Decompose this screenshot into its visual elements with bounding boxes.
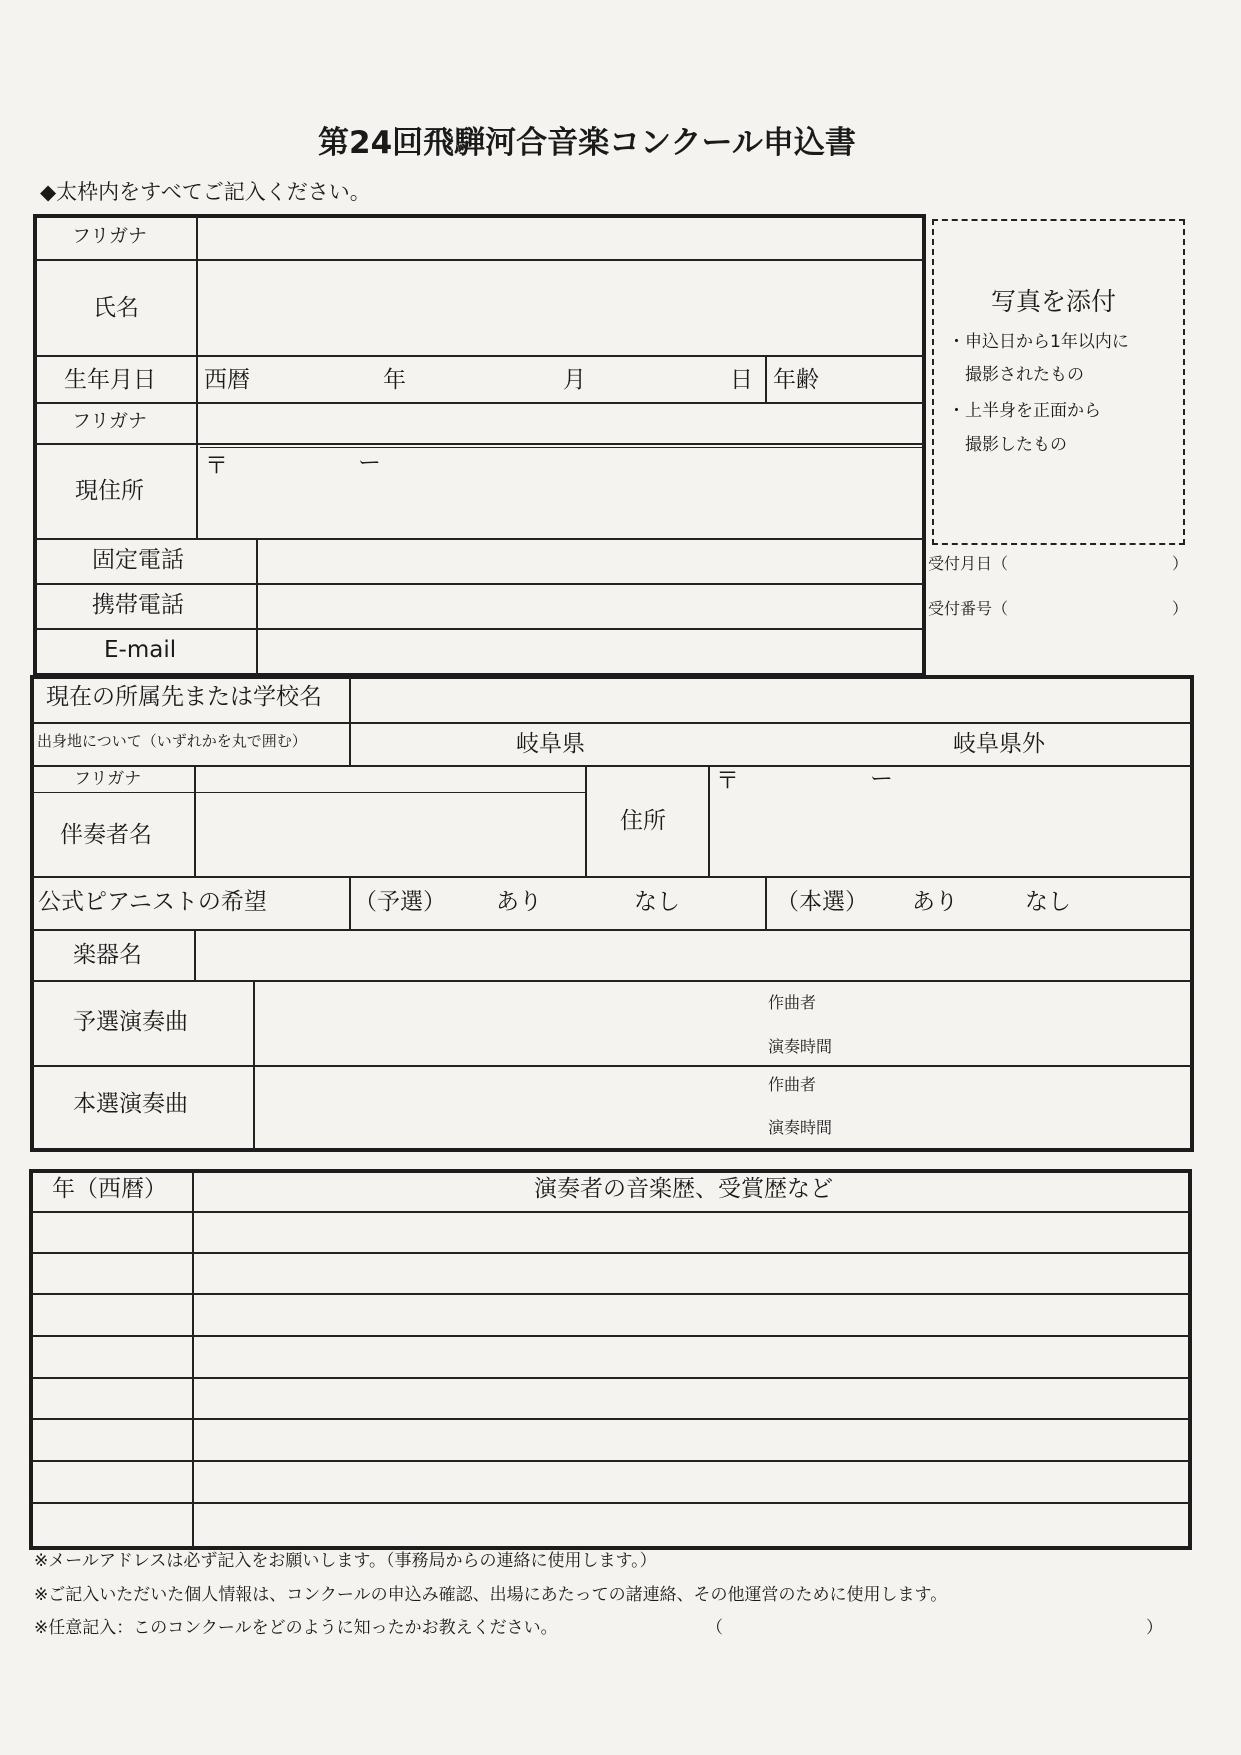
landline-label: 固定電話 [92,547,184,573]
landline-field[interactable] [259,541,921,581]
history-description-header: 演奏者の音楽歴、受賞歴など [534,1176,833,1202]
history-description-cell[interactable] [196,1295,1188,1334]
received-date-label: 受付月日（ [928,554,1009,573]
instrument-label: 楽器名 [73,942,142,968]
prelim-pianist-label: （予選） [354,889,446,915]
received-number-label: 受付番号（ [928,599,1009,618]
prelim-pianist-yes[interactable]: あり [496,889,542,915]
history-description-cell[interactable] [196,1462,1188,1501]
prelim-piece-label: 予選演奏曲 [73,1009,188,1035]
birthdate-label: 生年月日 [64,367,156,393]
accompanist-furigana-label: フリガナ [74,769,142,789]
note-privacy: ※ご記入いただいた個人情報は、コンクールの申込み確認、出場にあたっての諸連絡、その他運営のために使用します。 [34,1585,948,1605]
final-pianist-label: （本選） [776,889,868,915]
applicant-furigana-label: フリガナ [72,225,148,247]
school-label: 現在の所属先または学校名 [46,684,322,710]
final-pianist-yes[interactable]: あり [912,889,958,915]
received-date-close: ） [1172,554,1189,573]
note-optional-close-paren: ） [1146,1618,1163,1638]
mobile-label: 携帯電話 [92,592,184,618]
postal-mark: 〒 [205,453,228,479]
final-piece-field[interactable] [256,1067,756,1148]
history-year-cell[interactable] [33,1213,190,1251]
form-title: 第24回飛騨河合音楽コンクール申込書 [318,125,856,161]
postal-code-field[interactable] [230,449,630,479]
history-description-cell[interactable] [196,1420,1188,1459]
birth-year-field[interactable] [258,359,378,399]
postal-dash: ー [358,450,381,476]
photo-note-4: 撮影したもの [965,435,1067,455]
address-furigana-field[interactable] [199,404,921,441]
prelim-duration-label: 演奏時間 [768,1037,833,1056]
accompanist-furigana-field[interactable] [197,767,583,791]
accompanist-name-field[interactable] [197,795,583,874]
history-description-cell[interactable] [196,1213,1188,1251]
prelim-composer-label: 作曲者 [768,993,817,1012]
received-number-close: ） [1172,599,1189,618]
accompanist-name-label: 伴奏者名 [60,822,152,848]
accompanist-address-field[interactable] [711,767,1188,874]
note-optional-open-paren: （ [706,1618,723,1638]
age-label: 年齢 [773,367,819,393]
birth-day-unit: 日 [730,367,753,393]
accompanist-postal-mark: 〒 [716,768,739,794]
final-composer-field[interactable] [830,1068,1188,1102]
history-year-cell[interactable] [33,1379,190,1417]
school-field[interactable] [352,678,1188,720]
instrument-field[interactable] [197,931,1188,978]
mobile-field[interactable] [259,586,921,626]
history-year-header: 年（西暦） [52,1176,167,1202]
photo-note-1: ・申込日から1年以内に [948,332,1129,352]
email-label: E-mail [104,637,177,663]
final-duration-field[interactable] [850,1110,1188,1144]
age-field[interactable] [835,359,921,399]
history-description-cell[interactable] [196,1504,1188,1547]
prelim-piece-field[interactable] [256,982,756,1063]
birth-era-label: 西暦 [204,367,250,393]
accompanist-postal-dash: ー [870,766,893,792]
birth-month-unit: 月 [563,367,586,393]
official-pianist-label: 公式ピアニストの希望 [38,889,267,915]
note-email: ※メールアドレスは必ず記入をお願いします。（事務局からの連絡に使用します。） [34,1551,657,1571]
birth-day-field[interactable] [590,359,726,399]
prelim-composer-field[interactable] [830,985,1188,1019]
history-year-cell[interactable] [33,1462,190,1501]
origin-option-gifu[interactable]: 岐阜県 [516,731,585,757]
photo-note-3: ・上半身を正面から [948,401,1101,421]
final-composer-label: 作曲者 [768,1075,817,1094]
photo-note-2: 撮影されたもの [965,365,1084,385]
address-furigana-label: フリガナ [72,410,148,432]
birth-month-field[interactable] [410,359,558,399]
accompanist-address-label: 住所 [620,808,666,834]
final-duration-label: 演奏時間 [768,1118,833,1137]
history-year-cell[interactable] [33,1420,190,1459]
history-description-cell[interactable] [196,1379,1188,1417]
prelim-pianist-no[interactable]: なし [634,889,680,915]
history-description-cell[interactable] [196,1337,1188,1376]
how-did-you-know-field[interactable] [724,1614,1144,1642]
prelim-duration-field[interactable] [850,1028,1188,1062]
address-field[interactable] [199,482,921,536]
final-piece-label: 本選演奏曲 [73,1091,188,1117]
applicant-name-field[interactable] [199,261,921,353]
history-description-cell[interactable] [196,1254,1188,1292]
history-year-cell[interactable] [33,1254,190,1292]
applicant-name-label: 氏名 [93,295,139,321]
history-year-cell[interactable] [33,1295,190,1334]
birth-year-unit: 年 [383,367,406,393]
origin-label: 出身地について（いずれかを丸で囲む） [37,732,307,750]
applicant-furigana-field[interactable] [199,217,921,258]
address-label: 現住所 [75,478,144,504]
history-year-cell[interactable] [33,1337,190,1376]
photo-title: 写真を添付 [991,287,1117,316]
note-optional: ※任意記入：このコンクールをどのように知ったかお教えください。 [34,1618,558,1638]
origin-option-outside-gifu[interactable]: 岐阜県外 [953,731,1045,757]
email-field[interactable] [259,631,921,673]
final-pianist-no[interactable]: なし [1025,889,1071,915]
history-year-cell[interactable] [33,1504,190,1547]
instruction-text: ◆太枠内をすべてご記入ください。 [40,180,371,204]
